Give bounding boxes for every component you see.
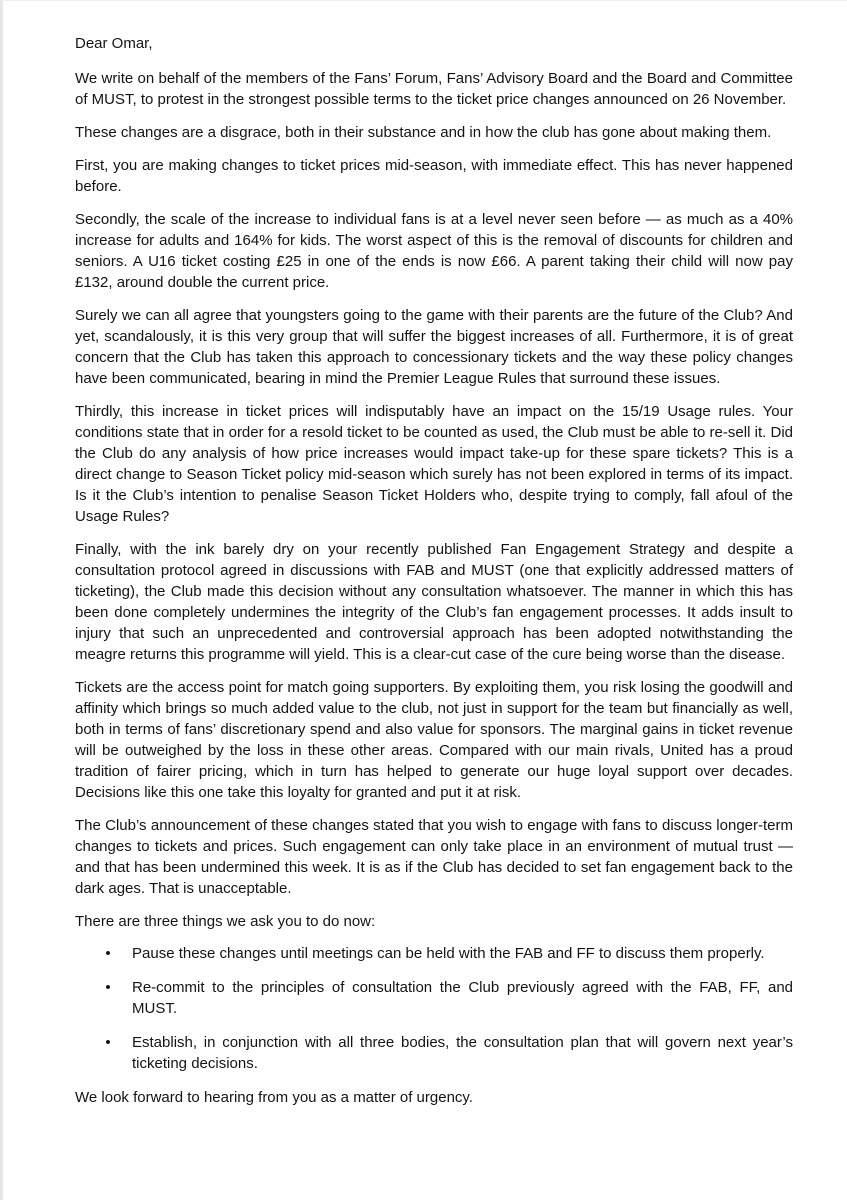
salutation: Dear Omar, (75, 35, 153, 52)
ask-text: Re-commit to the principles of consultation the Club previously agreed with the FAB, FF, and MUST. (132, 979, 793, 1017)
ask-item (75, 1032, 793, 1074)
paragraph-announcement: The Club’s announcement of these changes stated that you wish to engage with fans to discuss longer-term changes to tickets and prices. Such engagement can only take place in an environment of mutual trust — and that has been undermined this week. It is as if the Club has decided to set fan engagement back to the dark ages. That is unacceptable. (75, 817, 793, 897)
paragraph-first: First, you are making changes to ticket prices mid-season, with immediate effect. This has never happened before. (75, 157, 793, 195)
letter-body (75, 33, 793, 1120)
ask-text: Pause these changes until meetings can be held with the FAB and FF to discuss them properly. (132, 945, 765, 962)
paragraph-youngsters: Surely we can all agree that youngsters going to the game with their parents are the future of the Club? And yet, scandalously, it is this very group that will suffer the biggest increases of all. Furthermore, it is of great concern that the Club has taken this approach to concessionary tickets and the way these policy changes have been communicated, bearing in mind the Premier League Rules that surround these issues. (75, 307, 793, 387)
ask-item (75, 943, 793, 964)
ask-text: Establish, in conjunction with all three bodies, the consultation plan that will govern next year’s ticketing decisions. (132, 1034, 793, 1072)
paragraph-finally: Finally, with the ink barely dry on your recently published Fan Engagement Strategy and despite a consultation protocol agreed in discussions with FAB and MUST (one that explicitly addressed matters of ticketing), the Club made this decision without any consultation whatsoever. The manner in which this has been done completely undermines the integrity of the Club’s fan engagement processes. It adds insult to injury that such an unprecedented and controversial approach has been adopted notwithstanding the meagre returns this programme will yield. This is a clear-cut case of the cure being worse than the disease. (75, 541, 793, 663)
paragraph-disgrace: These changes are a disgrace, both in their substance and in how the club has gone about making them. (75, 124, 772, 141)
asks-intro: There are three things we ask you to do now: (75, 913, 376, 930)
paragraph-thirdly: Thirdly, this increase in ticket prices will indisputably have an impact on the 15/19 Usage rules. Your conditions state that in order for a resold ticket to be counted as used, the Club must be able to re-sell it. Did the Club do any analysis of how price increases would impact take-up for these spare tickets? This is a direct change to Season Ticket policy mid-season which surely has not been explored in terms of its impact. Is it the Club’s intention to penalise Season Ticket Holders who, despite trying to comply, fall afoul of the Usage Rules? (75, 403, 793, 525)
bullet-icon: • (105, 945, 111, 962)
ask-item (75, 977, 793, 1019)
paragraph-secondly: Secondly, the scale of the increase to individual fans is at a level never seen before — as much as a 40% increase for adults and 164% for kids. The worst aspect of this is the removal of discounts for children and seniors. A U16 ticket costing £25 in one of the ends is now £66. A parent taking their child will now pay £132, around double the current price. (75, 211, 793, 291)
closing-line: We look forward to hearing from you as a matter of urgency. (75, 1089, 473, 1106)
paragraph-tickets: Tickets are the access point for match going supporters. By exploiting them, you risk losing the goodwill and affinity which brings so much added value to the club, not just in support for the team but financially as well, both in terms of fans’ discretionary spend and also value for sponsors. The marginal gains in ticket revenue will be outweighed by the loss in these other areas. Compared with our main rivals, United has a proud tradition of fairer pricing, which in turn has helped to generate our huge loyal support over decades. Decisions like this one take this loyalty for granted and put it at risk. (75, 679, 793, 801)
asks-list (75, 943, 793, 1074)
bullet-icon: • (105, 1034, 111, 1051)
bullet-icon: • (105, 979, 111, 996)
paragraph-intro: We write on behalf of the members of the Fans’ Forum, Fans’ Advisory Board and the Board and Committee of MUST, to protest in the strongest possible terms to the ticket price changes announced on 26 November. (75, 70, 793, 108)
